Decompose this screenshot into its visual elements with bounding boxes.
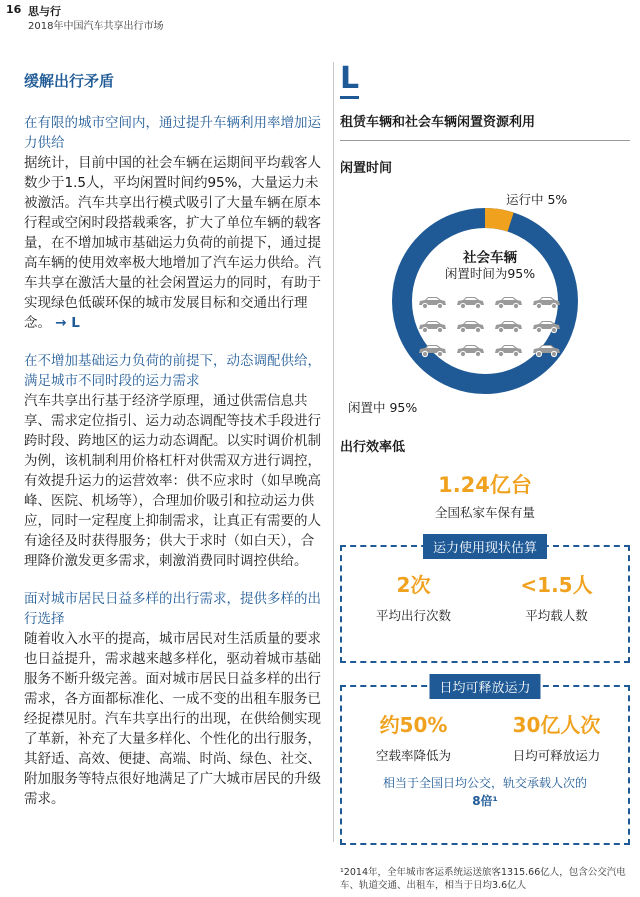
box-label: 运力使用现状估算 (423, 534, 547, 559)
box-label: 日均可释放运力 (429, 674, 540, 699)
cars-count-label: 全国私家车保有量 (434, 505, 535, 520)
stat-label: 日均可释放运力 (512, 748, 601, 763)
box-note: 相当于全国日均公交，轨交承载人次的 8倍¹ (382, 776, 587, 808)
title-rule (340, 140, 630, 141)
car-icon (531, 318, 561, 334)
block-subtitle: 在不增加基础运力负荷的前提下，动态调配供给，满足城市不同时段的运力需求 (24, 353, 321, 389)
right-column (340, 62, 630, 845)
car-icon (493, 342, 523, 358)
block-3 (24, 589, 324, 809)
release-capacity-box (340, 681, 630, 845)
section-title: 缓解出行矛盾 (24, 72, 115, 90)
cars-count: 1.24亿台 (438, 473, 532, 497)
capacity-estimate-box (340, 541, 630, 663)
stat-value: 约50% (379, 713, 448, 737)
stat-value: 30亿人次 (512, 713, 601, 737)
car-icons (417, 294, 563, 366)
block-body: 随着收入水平的提高，城市居民对生活质量的要求也日益提升，需求越来越多样化，驱动着城市基础服务不断升级完善。面对城市居民日益多样的出行需求，各方面都标准化、一成不变的出租车服务已经捉襟见肘。汽车共享出行的出现，在供给侧实现了革新，补充了大量多样化、个性化的出行服务，其舒适、高效、便捷、高端、时尚、绿色、社交、附加服务等特点很好地满足了广大城市居民的升级需求。 (24, 631, 321, 807)
car-icon (455, 294, 485, 310)
block-2 (24, 351, 324, 571)
reference-link[interactable]: → L (55, 315, 80, 331)
idle-label: 闲置中 95% (348, 400, 418, 415)
left-column (24, 70, 324, 827)
donut-center-title: 社会车辆 (463, 250, 517, 266)
block-body: 据统计，目前中国的社会车辆在运期间平均载客人数少于1.5人，平均闲置时间约95%，大量运力未被激活。汽车共享出行模式吸引了大量车辆在原本行程或空闲时段搭载乘客，扩大了单位车辆的载客量，在不增加城市基础运力负荷的前提下，通过提高车辆的使用效率极大地增加了汽车运力供给。汽车共享在激活大量的社会闲置运力的同时，有助于实现绿色低碳环保的城市发展目标和交通出行理念。 → L (24, 155, 321, 331)
running-label: 运行中 5% (506, 192, 568, 207)
footnote: ¹2014年，全年城市客运系统运送旅客1315.66亿人，包含公交汽电车、轨道交通、出租车，相当于日均3.6亿人 (340, 867, 626, 891)
car-icon (455, 342, 485, 358)
stat-label: 平均出行次数 (375, 608, 451, 623)
car-icon (531, 342, 561, 358)
column-divider (333, 62, 334, 842)
stat-label: 空载率降低为 (375, 748, 451, 763)
donut-center-subtitle: 闲置时间为95% (444, 266, 536, 281)
right-title: 租赁车辆和社会车辆闲置资源利用 (340, 115, 536, 130)
block-subtitle: 面对城市居民日益多样的出行需求，提供多样的出行选择 (24, 591, 321, 627)
block-subtitle: 在有限的城市空间内，通过提升车辆利用率增加运力供给 (24, 115, 321, 151)
section-letter: L (340, 62, 359, 99)
block-1 (24, 113, 324, 333)
efficiency-title: 出行效率低 (340, 440, 406, 455)
donut-chart (340, 176, 630, 415)
page-number: 16 (6, 3, 22, 16)
header-subtitle: 2018年中国汽车共享出行市场 (28, 21, 164, 32)
block-body: 汽车共享出行基于经济学原理，通过供需信息共享、需求定位指引、运力动态调配等技术手段进行跨时段、跨地区的运力动态调配。以实时调价机制为例，该机制利用价格杠杆对供需双方进行调控，有效提升运力的运营效率：供不应求时（如早晚高峰、医院、机场等），合理加价吸引和拉动运力供应，同时一定程度上抑制需求，让真正有需要的人有途径及时获得服务；供大于求时（如白天），合理降价激发更多需求，刺激消费同时调控供给。 (24, 393, 321, 569)
car-icon (493, 294, 523, 310)
idle-section-title: 闲置时间 (340, 161, 393, 176)
header-title: 思与行 (28, 5, 61, 18)
stat-value: 2次 (396, 573, 431, 597)
car-icon (417, 342, 447, 358)
car-icon (531, 294, 561, 310)
stat-label: 平均载人数 (525, 608, 588, 623)
car-icon (417, 318, 447, 334)
stat-value: <1.5人 (520, 573, 593, 597)
car-icon (455, 318, 485, 334)
car-icon (417, 294, 447, 310)
car-icon (493, 318, 523, 334)
page-header (0, 0, 640, 30)
